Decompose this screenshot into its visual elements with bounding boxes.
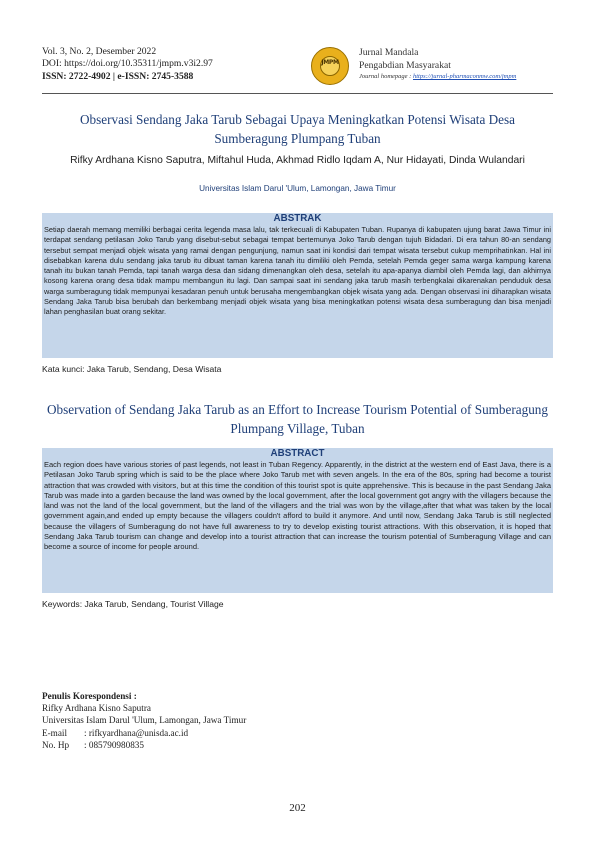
paper-title-id: Observasi Sendang Jaka Tarub Sebagai Upaya Meningkatkan Potensi Wisata Desa Sumberagung Plumpang Tuban [80,112,515,146]
journal-name-line2: Pengabdian Masyarakat [359,60,451,71]
keywords-en: Keywords: Jaka Tarub, Sendang, Tourist Village [42,599,224,609]
journal-homepage [359,72,516,82]
paper-title-en: Observation of Sendang Jaka Tarub as an Effort to Increase Tourism Potential of Sumberagung Plumpang Village, Tuban [47,402,548,436]
abstract-en-text: Each region does have various stories of past legends, not least in Tuban Regency. Apparently, in the district at the western end of East Java, there is a Petilasan Joko Tarub spring which is said to be the place where Joko Tarub met with seven angels. In the era of the 80s, spring had become a tourist attraction that was crowded with visitors, but at this time the condition of this tourist spot is quite apprehensive. This is because in the past Sendang Jaka Tarub was made into a garden because the land was owned by the local government, after the local government got angry with the villagers because the land was not the land of the local government, but the land of the villagers and the trial was won by the village,after that what was taken by the local government again,and ended up empty because the villagers couldn't afford to build it anymore. And until now, Sendang Jaka Tarub is still neglected because the villagers of Sumberagung do not have full awareness to try to develop existing tourist attractions. With this observation, it is hoped that Sendang Jaka Tarub tourism can change and develop into a tourist attraction that can increase the tourism potential of Sumberagung Village and can become a source of income for people around. [44,460,551,552]
email-value[interactable]: : rifkyardhana@unisda.ac.id [84,727,189,738]
abstract-id-heading: ABSTRAK [273,213,322,224]
abstract-en-box [42,448,553,593]
correspondence-block [42,690,246,751]
abstract-id-box [42,213,553,358]
correspondence-phone-row [42,739,246,751]
homepage-link[interactable]: https://jurnal-pharmaconmw.com/jmpm [412,73,517,80]
email-label: E-mail [42,727,68,738]
doi-line: DOI: https://doi.org/10.35311/jmpm.v3i2.97 [42,58,213,70]
issue-info [42,46,213,83]
page-number: 202 [289,802,306,814]
abstract-en-heading: ABSTRACT [270,448,325,459]
volume-line: Vol. 3, No. 2, Desember 2022 [42,46,157,57]
keywords-id: Kata kunci: Jaka Tarub, Sendang, Desa Wisata [42,364,222,374]
correspondence-name: Rifky Ardhana Kisno Saputra [42,703,151,714]
author-affiliation: Universitas Islam Darul 'Ulum, Lamongan, Jawa Timur [199,184,396,193]
abstract-id-text: Setiap daerah memang memiliki berbagai cerita legenda masa lalu, tak terkecuali di Kabupaten Tuban. Rupanya di kabupaten ujung barat Jawa Timur ini terdapat sendang petilasan Joko Tarub yang disebut-sebut sebagai tempat bertemunya Joko Tarub dengan tujuh Bidadari. Di era tahun 80-an sendang tersebut sempat menjadi objek wisata yang ramai dengan pengunjung, namun saat ini kondisi dari tempat wisata tersebut cukup memprihatinkan. Hal ini disebabkan karena dulu sendang jaka tarub itu dibuat taman karena tanah itu dimiliki oleh Pemda, setelah Pemda geger sama warga kampung karena tanah itu bukan tanah Pemda, tapi tanah warga desa dan sidang dimenangkan oleh desa, setelah itu apa-apanya diambil oleh Pemda lagi, dan akhirnya kosong karena orang desa tidak mampu membangun itu lagi. Dan sampai saat ini sendang jaka tarub masih terbengkalai dikarenakan penduduk desa warga sumberagung tidak mempunyai kesadaran penuh untuk berusaha mengembangkan objek wisata yang ada. Dengan observasi ini diharapkan wisata Sendang Jaka Tarub bisa berubah dan berkembang menjadi objek wisata yang bisa meningkatkan potensi wisata desa sumberagung dan bisa menjadi lahan penghasilan buat orang sekitar. [44,225,551,317]
phone-label: No. Hp [42,739,70,750]
logo-text: JMPM [321,59,339,66]
author-list: Rifky Ardhana Kisno Saputra, Miftahul Huda, Akhmad Ridlo Iqdam A, Nur Hidayati, Dinda Wulandari [70,155,525,166]
correspondence-heading: Penulis Korespondensi : [42,691,137,701]
homepage-label: Journal homepage : [359,73,413,80]
issn-line: ISSN: 2722-4902 | e-ISSN: 2745-3588 [42,70,194,82]
journal-logo-icon [311,47,349,85]
journal-name-line1: Jurnal Mandala [359,47,419,58]
phone-value: : 085790980835 [84,739,144,750]
header-divider [42,93,553,94]
correspondence-institution: Universitas Islam Darul 'Ulum, Lamongan, Jawa Timur [42,715,247,726]
correspondence-email-row [42,727,246,739]
journal-info [359,46,516,82]
